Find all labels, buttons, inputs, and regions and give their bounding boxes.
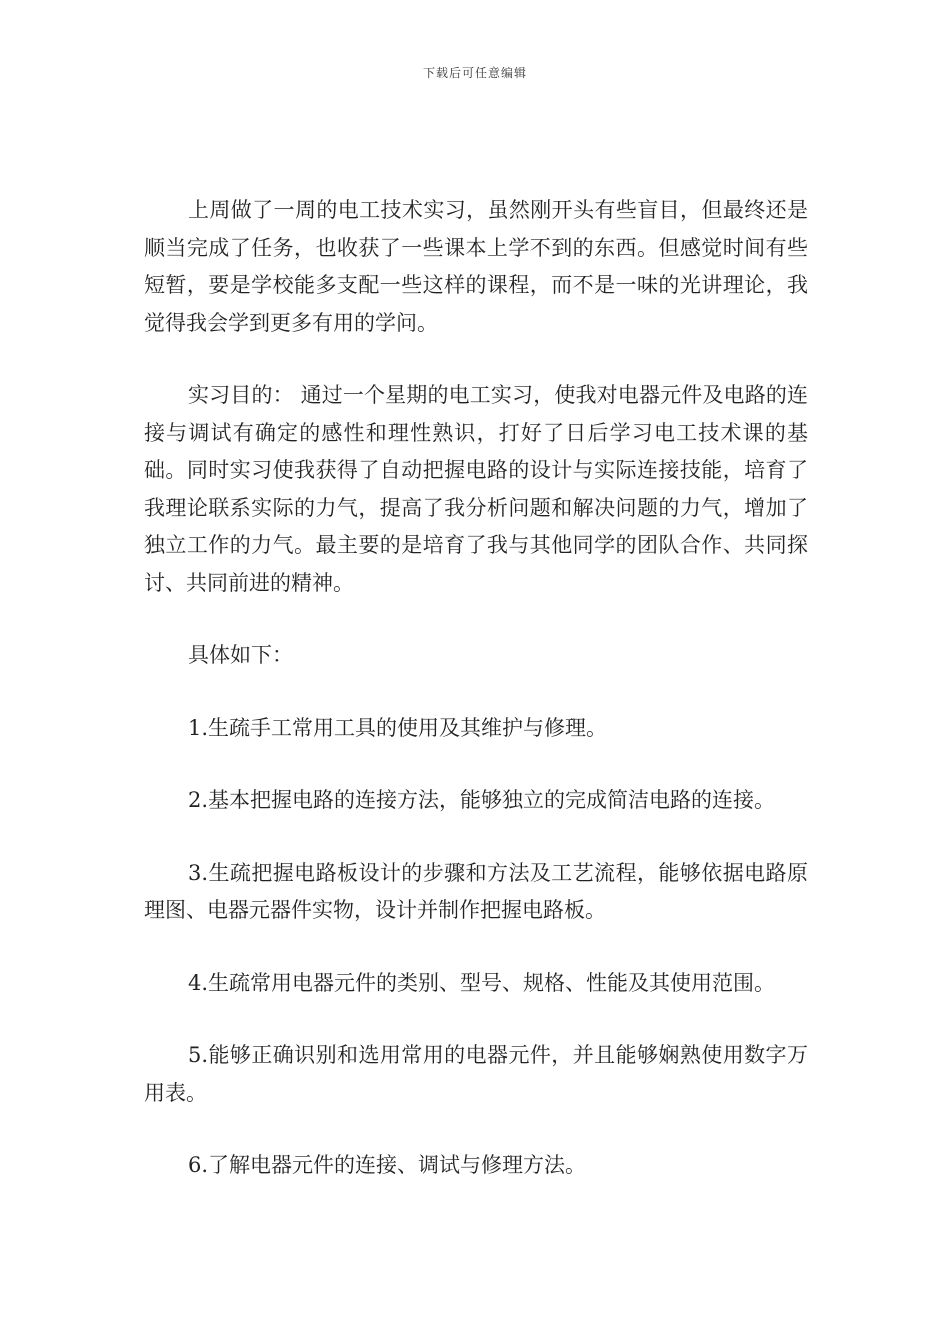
list-item-2: 2.基本把握电路的连接方法，能够独立的完成简洁电路的连接。 [188, 788, 776, 812]
list-item-1: 1.生疏手工常用工具的使用及其维护与修理。 [188, 715, 608, 740]
list-item-4: 4.生疏常用电器元件的类别、型号、规格、性能及其使用范围。 [188, 970, 776, 995]
list-item-5: 5.能够正确识别和选用常用的电器元件，并且能够娴熟使用数字万用表。 [144, 1043, 808, 1105]
list-item-6: 6.了解电器元件的连接、调试与修理方法。 [188, 1153, 587, 1177]
paragraph-purpose: 实习目的： 通过一个星期的电工实习，使我对电器元件及电路的连接与调试有确定的感性和理性熟识，打好了日后学习电工技术课的基础。同时实习使我获得了自动把握电路的设计与实际连接技能，培育了我理论联系实际的力气，提高了我分析问题和解决问题的力气，增加了独立工作的力气。最主要的是培育了我与其他同学的团队合作、共同探讨、共同前进的精神。 [144, 383, 808, 595]
paragraph-intro: 上周做了一周的电工技术实习，虽然刚开头有些盲目，但最终还是顺当完成了任务，也收获了一些课本上学不到的东西。但感觉时间有些短暂，要是学校能多支配一些这样的课程，而不是一味的光讲理论，我觉得我会学到更多有用的学问。 [144, 198, 808, 335]
page-header: 下载后可任意编辑 [422, 66, 527, 80]
document-body [144, 192, 808, 1220]
paragraph-details-heading: 具体如下： [188, 643, 293, 667]
list-item-3: 3.生疏把握电路板设计的步骤和方法及工艺流程，能够依据电路原理图、电器元器件实物，设计并制作把握电路板。 [144, 860, 808, 922]
